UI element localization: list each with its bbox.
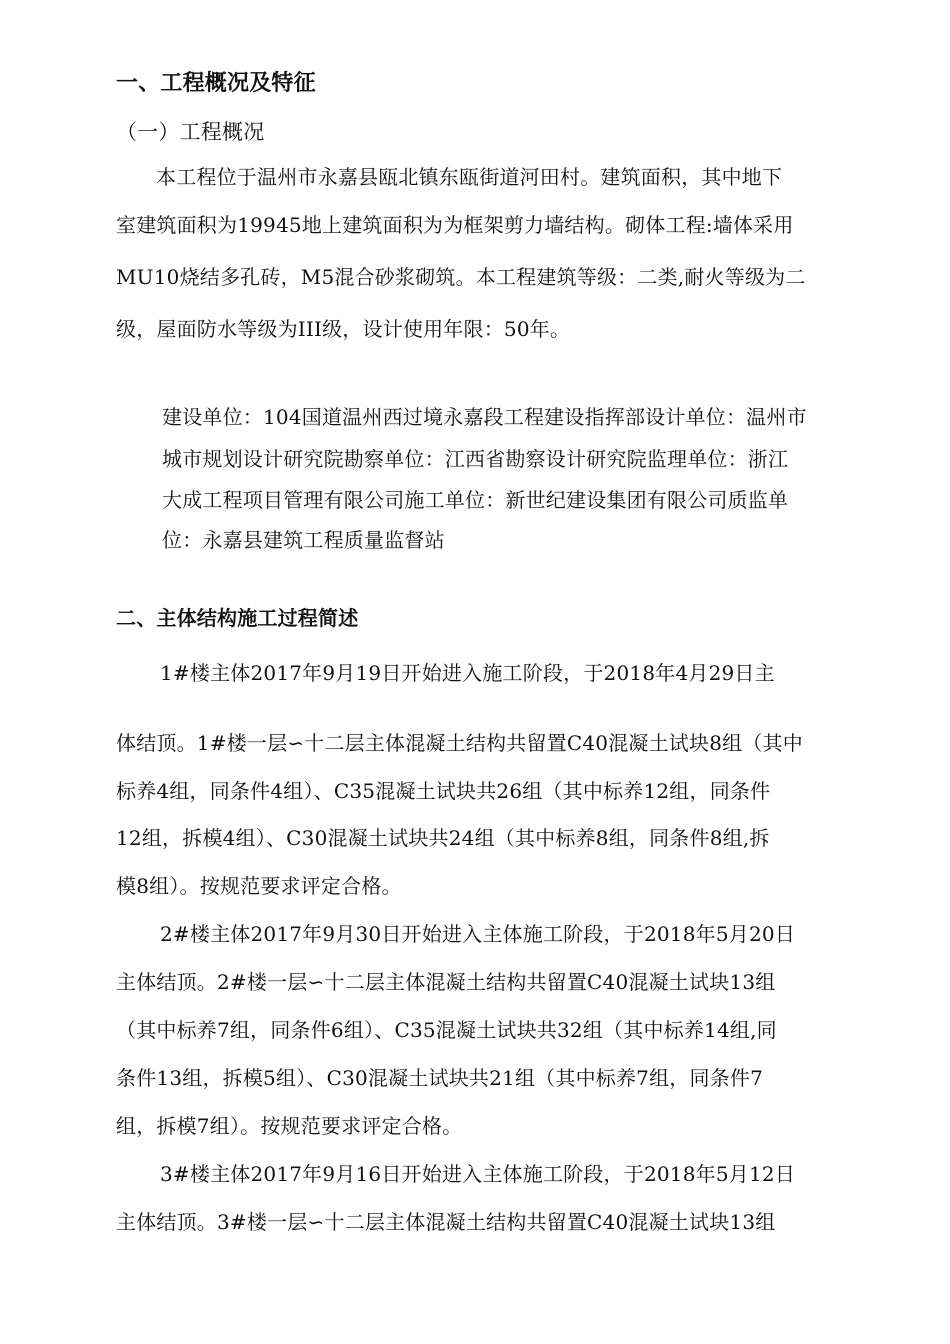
- building3-line: 主体结顶。3#楼一层∽十二层主体混凝土结构共留置C40混凝土试块13组: [116, 1210, 776, 1234]
- overview-line: 室建筑面积为19945地上建筑面积为为框架剪力墙结构。砌体工程:墙体采用: [116, 213, 794, 237]
- building2-line: （其中标养7组，同条件6组）、C35混凝土试块共32组（其中标养14组,同: [116, 1018, 777, 1042]
- building1-line: 12组，拆模4组）、C30混凝土试块共24组（其中标养8组，同条件8组,拆: [116, 826, 770, 850]
- section-heading-1: 一、工程概况及特征: [116, 71, 316, 96]
- building1-line: 标养4组，同条件4组）、C35混凝土试块共26组（其中标养12组，同条件: [116, 779, 771, 803]
- overview-line: 本工程位于温州市永嘉县瓯北镇东瓯街道河田村。建筑面积，其中地下: [156, 165, 783, 189]
- building1-line: 体结顶。1#楼一层∽十二层主体混凝土结构共留置C40混凝土试块8组（其中: [116, 731, 803, 755]
- building1-line: 1#楼主体2017年9月19日开始进入施工阶段，于2018年4月29日主: [160, 661, 775, 685]
- building2-line: 组，拆模7组）。按规范要求评定合格。: [116, 1114, 463, 1138]
- section-heading-2: 二、主体结构施工过程简述: [116, 606, 359, 630]
- building3-line: 3#楼主体2017年9月16日开始进入主体施工阶段，于2018年5月12日: [160, 1162, 796, 1186]
- units-line: 位：永嘉县建筑工程质量监督站: [162, 528, 445, 552]
- building2-line: 主体结顶。2#楼一层∽十二层主体混凝土结构共留置C40混凝土试块13组: [116, 970, 776, 994]
- building1-line: 模8组）。按规范要求评定合格。: [116, 874, 402, 898]
- units-line: 大成工程项目管理有限公司施工单位：新世纪建设集团有限公司质监单: [162, 488, 789, 512]
- building2-line: 条件13组，拆模5组）、C30混凝土试块共21组（其中标养7组，同条件7: [116, 1066, 764, 1090]
- overview-line: 级，屋面防水等级为III级，设计使用年限：50年。: [116, 317, 571, 341]
- building2-line: 2#楼主体2017年9月30日开始进入主体施工阶段，于2018年5月20日: [160, 922, 796, 946]
- subsection-heading: （一）工程概况: [116, 120, 265, 144]
- units-line: 城市规划设计研究院勘察单位：江西省勘察设计研究院监理单位：浙江: [162, 447, 789, 471]
- units-line: 建设单位：104国道温州西过境永嘉段工程建设指挥部设计单位：温州市: [162, 405, 807, 429]
- overview-line: MU10烧结多孔砖，M5混合砂浆砌筑。本工程建筑等级：二类,耐火等级为二: [116, 265, 806, 289]
